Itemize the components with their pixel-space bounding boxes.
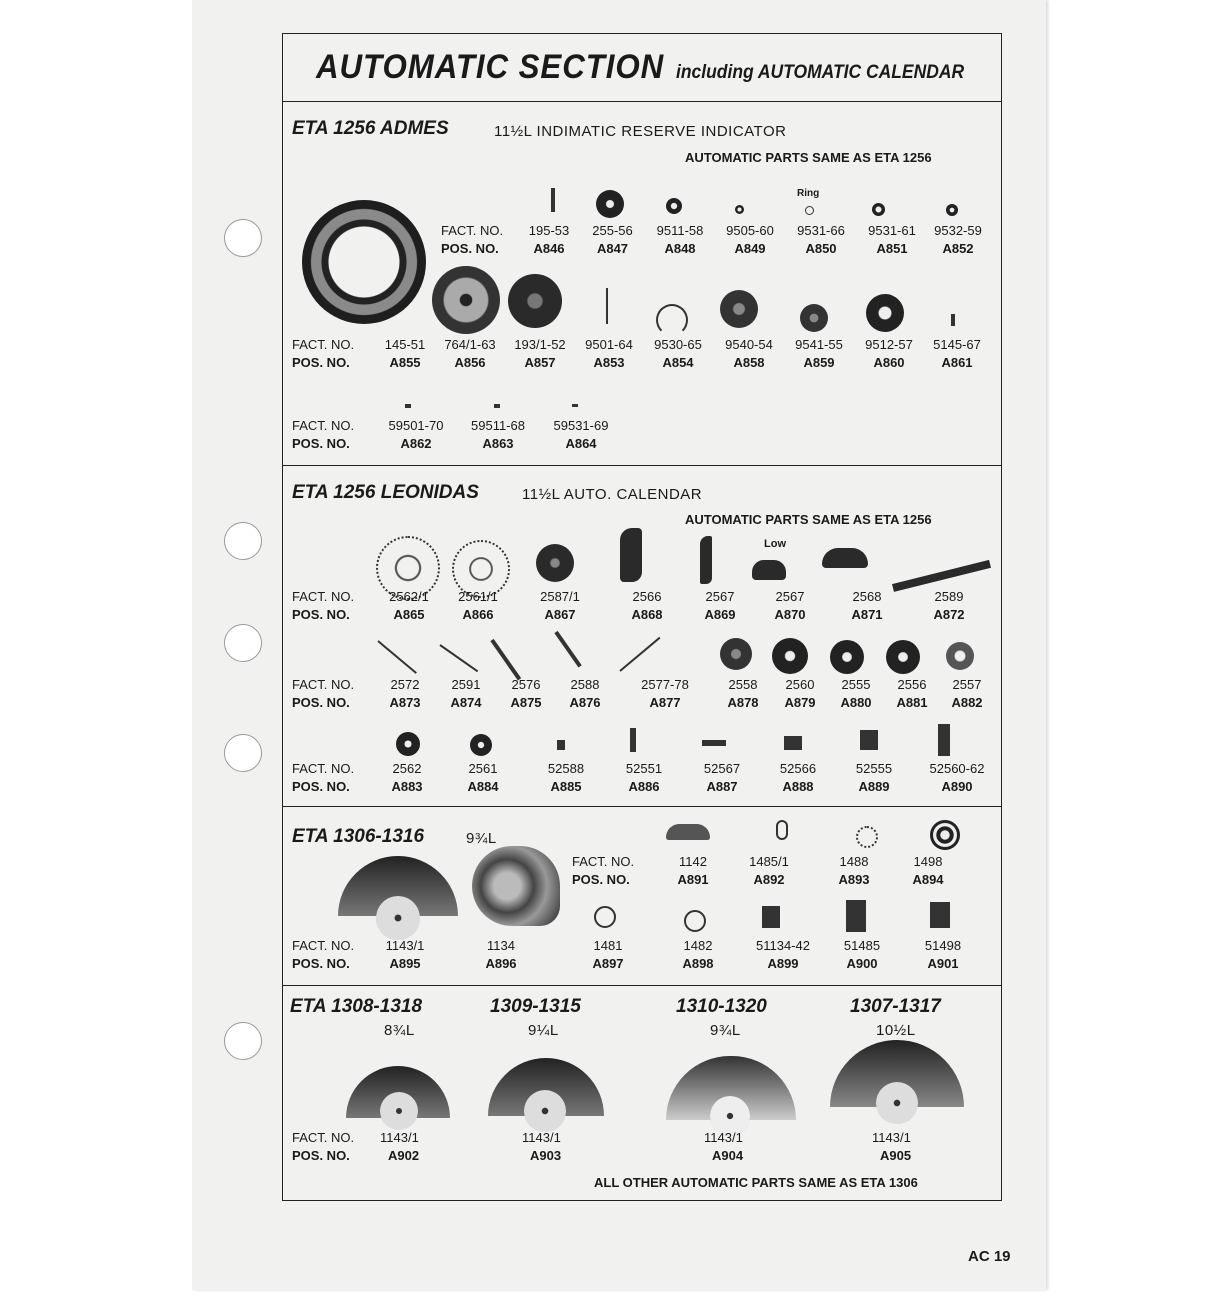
pos-number: A856 <box>454 355 486 370</box>
screw-part <box>762 906 780 928</box>
fact-label: FACT. NO. <box>292 337 355 352</box>
section-title-admes: ETA 1256 ADMES <box>292 118 449 139</box>
size-label: 9¼L <box>528 1022 559 1039</box>
pos-number: A858 <box>733 355 765 370</box>
pos-number: A864 <box>565 436 597 451</box>
pos-number: A880 <box>840 695 872 710</box>
reverser-wheel-part <box>684 910 706 932</box>
pos-number: A849 <box>734 241 766 256</box>
fact-number: 1485/1 <box>749 854 789 869</box>
fact-number: 1143/1 <box>872 1130 911 1145</box>
wheel-part <box>596 190 624 218</box>
pos-number: A874 <box>450 695 482 710</box>
fact-number: 59501-70 <box>388 418 444 433</box>
lever-part <box>752 560 786 580</box>
pos-number: A887 <box>706 779 738 794</box>
pinion-part <box>551 188 555 212</box>
fact-number: 2556 <box>897 677 927 692</box>
lever-part <box>666 824 710 840</box>
spring-part <box>776 820 788 840</box>
screw-part <box>930 902 950 928</box>
reserve-dial-part <box>432 266 500 334</box>
pos-number: A857 <box>524 355 556 370</box>
wheel-part <box>735 205 744 214</box>
fact-label: FACT. NO. <box>292 1130 355 1145</box>
pos-number: A871 <box>851 607 883 622</box>
fact-row <box>660 854 960 869</box>
fact-number: 59531-69 <box>553 418 609 433</box>
pos-number: A851 <box>876 241 908 256</box>
fact-number: 1482 <box>683 938 713 953</box>
fact-number: 9512-57 <box>865 337 913 352</box>
rotor-hub-part <box>380 1092 418 1130</box>
wheel-part <box>508 274 562 328</box>
section-note-admes: AUTOMATIC PARTS SAME AS ETA 1256 <box>685 150 932 165</box>
pos-number: A897 <box>592 956 624 971</box>
fact-number: 2561 <box>468 761 498 776</box>
reserve-ring-part <box>302 200 426 324</box>
pos-number: A885 <box>550 779 582 794</box>
fact-number: 52555 <box>855 761 893 776</box>
fact-number: 52551 <box>625 761 663 776</box>
pos-label: POS. NO. <box>292 607 350 622</box>
fact-number: 2591 <box>451 677 481 692</box>
fact-number: 2567 <box>775 589 805 604</box>
fact-number: 1134 <box>487 938 515 953</box>
pos-number: A872 <box>933 607 965 622</box>
screw-part <box>702 740 726 746</box>
pos-row <box>376 436 622 451</box>
fact-row <box>376 761 1002 776</box>
pos-number: A896 <box>485 956 517 971</box>
fact-number: 9511-58 <box>656 223 704 238</box>
ring-label: Ring <box>797 188 820 199</box>
fact-number: 764/1-63 <box>444 337 496 352</box>
pos-row <box>660 872 960 887</box>
pos-number: A848 <box>664 241 696 256</box>
fact-label: FACT. NO. <box>572 854 635 869</box>
gear-part <box>866 294 904 332</box>
rotor-hub-part <box>876 1082 918 1124</box>
wheel-part <box>930 820 960 850</box>
fact-number: 193/1-52 <box>514 337 566 352</box>
pos-number: A850 <box>805 241 837 256</box>
fact-number: 2560 <box>785 677 815 692</box>
gear-part <box>800 304 828 332</box>
gear-part <box>720 290 758 328</box>
gear-part <box>946 642 974 670</box>
fact-row <box>374 337 990 352</box>
lever-part <box>700 536 712 584</box>
wheel-part <box>666 198 682 214</box>
pos-number: A870 <box>774 607 806 622</box>
pos-label: POS. NO. <box>441 241 499 256</box>
binder-hole <box>224 1022 262 1060</box>
spring-ring-part <box>656 304 688 336</box>
pos-number: A853 <box>593 355 625 370</box>
pos-number: A855 <box>389 355 421 370</box>
fact-number: 9505-60 <box>726 223 774 238</box>
footer-note: ALL OTHER AUTOMATIC PARTS SAME AS ETA 1306 <box>594 1175 918 1190</box>
ring-part <box>805 206 814 215</box>
pos-row <box>518 241 989 256</box>
pos-number: A869 <box>704 607 736 622</box>
fact-number: 52560-62 <box>929 761 985 776</box>
screw-part <box>938 724 950 756</box>
fact-number: 145-51 <box>384 337 426 352</box>
size-label: 9¾L <box>710 1022 741 1039</box>
pos-number: A868 <box>631 607 663 622</box>
fact-row <box>374 938 982 953</box>
gear-part <box>830 640 864 674</box>
screw-part <box>846 900 866 932</box>
divider <box>282 985 1002 986</box>
pos-number: A903 <box>530 1148 562 1163</box>
fact-label: FACT. NO. <box>292 418 355 433</box>
fact-number: 52566 <box>779 761 817 776</box>
rotor-hub-part <box>524 1090 566 1132</box>
pos-label: POS. NO. <box>292 1148 350 1163</box>
wheel-part <box>536 544 574 582</box>
gear-part <box>886 640 920 674</box>
pos-number: A893 <box>838 872 870 887</box>
gear-part <box>720 638 752 670</box>
gear-part <box>772 638 808 674</box>
bridge-part <box>472 846 560 926</box>
fact-number: 2587/1 <box>540 589 580 604</box>
divider <box>282 465 1002 466</box>
section-title-1309: 1309-1315 <box>490 996 581 1017</box>
fact-number: 1142 <box>679 854 707 869</box>
pos-number: A894 <box>912 872 944 887</box>
pos-number: A879 <box>784 695 816 710</box>
fact-number: 51485 <box>843 938 881 953</box>
pos-row <box>376 607 992 622</box>
pos-number: A883 <box>391 779 423 794</box>
fact-number: 51134-42 <box>756 938 810 953</box>
pos-number: A890 <box>941 779 973 794</box>
binder-hole <box>224 522 262 560</box>
page-subtitle: including AUTOMATIC CALENDAR <box>676 62 965 83</box>
lever-part <box>620 528 642 582</box>
section-size-1306: 9¾L <box>466 830 497 847</box>
pos-number: A878 <box>727 695 759 710</box>
divider <box>282 806 1002 807</box>
pos-row <box>374 956 982 971</box>
screw-part <box>630 728 636 752</box>
section-desc-admes: 11½L INDIMATIC RESERVE INDICATOR <box>494 123 787 140</box>
star-wheel-part <box>396 732 420 756</box>
fact-number: 2589 <box>934 589 964 604</box>
pos-row <box>374 355 990 370</box>
fact-row <box>376 589 992 604</box>
fact-number: 2558 <box>728 677 758 692</box>
fact-number: 1143/1 <box>385 938 425 953</box>
fact-number: 1498 <box>913 854 943 869</box>
pos-number: A889 <box>858 779 890 794</box>
pos-number: A847 <box>596 241 629 256</box>
pos-number: A900 <box>846 956 878 971</box>
fact-row <box>376 418 622 433</box>
screw-part <box>860 730 878 750</box>
reverser-wheel-part <box>594 906 616 928</box>
size-label: 8¾L <box>384 1022 415 1039</box>
section-title-leonidas: ETA 1256 LEONIDAS <box>292 482 479 503</box>
fact-label: FACT. NO. <box>292 761 355 776</box>
fact-number: 52588 <box>547 761 585 776</box>
pos-label: POS. NO. <box>292 436 350 451</box>
section-title-1308: ETA 1308-1318 <box>290 996 423 1017</box>
spring-part <box>606 288 608 324</box>
fact-number: 5145-67 <box>933 337 981 352</box>
fact-number: 2576 <box>511 677 541 692</box>
fact-number: 2561/1 <box>458 589 498 604</box>
wheel-part <box>856 826 878 848</box>
fact-number: 2568 <box>852 589 882 604</box>
pos-number: A873 <box>389 695 421 710</box>
pos-number: A905 <box>880 1148 912 1163</box>
screw-part <box>784 736 802 750</box>
fact-label: FACT. NO. <box>292 677 355 692</box>
pos-row <box>376 779 1002 794</box>
pos-number: A863 <box>482 436 514 451</box>
section-title-1306: ETA 1306-1316 <box>292 826 425 847</box>
binder-hole <box>224 624 262 662</box>
section-desc-leonidas: 11½L AUTO. CALENDAR <box>522 486 703 503</box>
pos-number: A875 <box>510 695 542 710</box>
page-title: AUTOMATIC SECTION <box>316 48 665 86</box>
fact-number: 1481 <box>593 938 623 953</box>
pos-number: A862 <box>400 436 432 451</box>
pos-number: A904 <box>712 1148 744 1163</box>
fact-number: 2557 <box>952 677 982 692</box>
fact-number: 1143/1 <box>522 1130 561 1145</box>
screw-part <box>405 404 411 408</box>
fact-number: 9532-59 <box>934 223 982 238</box>
fact-number: 2562/1 <box>389 589 429 604</box>
fact-number: 1488 <box>839 854 869 869</box>
pos-number: A881 <box>896 695 928 710</box>
low-label: Low <box>764 538 786 550</box>
screw-part <box>557 740 565 750</box>
pos-number: A899 <box>767 956 799 971</box>
fact-number: 51498 <box>924 938 962 953</box>
binder-hole <box>224 734 262 772</box>
fact-label: FACT. NO. <box>441 223 504 238</box>
size-label: 10½L <box>876 1022 916 1039</box>
star-wheel-part <box>470 734 492 756</box>
fact-label: FACT. NO. <box>292 938 355 953</box>
fact-row <box>518 223 989 238</box>
pos-number: A861 <box>941 355 973 370</box>
pos-label: POS. NO. <box>292 956 350 971</box>
fact-number: 2577-78 <box>641 677 689 692</box>
pos-number: A882 <box>951 695 983 710</box>
screw-part <box>572 404 578 407</box>
fact-label: FACT. NO. <box>292 589 355 604</box>
wheel-part <box>946 204 958 216</box>
fact-row <box>376 677 994 692</box>
fact-number: 2588 <box>570 677 600 692</box>
pos-number: A859 <box>803 355 835 370</box>
pos-number: A891 <box>677 872 709 887</box>
section-title-1310: 1310-1320 <box>676 996 767 1017</box>
pos-number: A901 <box>927 956 959 971</box>
pos-number: A902 <box>388 1148 420 1163</box>
pos-number: A892 <box>753 872 785 887</box>
fact-number: 195-53 <box>528 223 570 238</box>
rotor-hub-part <box>376 896 420 940</box>
screw-part <box>494 404 500 408</box>
section-title-1307: 1307-1317 <box>850 996 941 1017</box>
pos-label: POS. NO. <box>572 872 630 887</box>
fact-number: 59511-68 <box>471 418 525 433</box>
divider <box>282 101 1002 102</box>
pos-number: A867 <box>544 607 576 622</box>
pos-number: A852 <box>942 241 974 256</box>
screw-part <box>951 314 955 326</box>
page-number: AC 19 <box>968 1248 1011 1265</box>
pos-label: POS. NO. <box>292 695 350 710</box>
pos-number: A877 <box>649 695 681 710</box>
pos-number: A860 <box>873 355 905 370</box>
wheel-part <box>872 203 885 216</box>
fact-number: 9530-65 <box>654 337 702 352</box>
pos-number: A895 <box>389 956 421 971</box>
fact-number: 2566 <box>632 589 662 604</box>
pos-number: A846 <box>533 241 565 256</box>
fact-number: 9531-61 <box>868 223 916 238</box>
fact-number: 9541-55 <box>795 337 843 352</box>
pos-label: POS. NO. <box>292 779 350 794</box>
fact-number: 52567 <box>703 761 741 776</box>
pos-number: A866 <box>462 607 494 622</box>
fact-number: 2567 <box>705 589 735 604</box>
pos-number: A884 <box>467 779 499 794</box>
fact-number: 1143/1 <box>380 1130 419 1145</box>
pos-row <box>376 695 994 710</box>
binder-hole <box>224 219 262 257</box>
lever-part <box>822 548 868 568</box>
fact-number: 2572 <box>390 677 420 692</box>
pos-number: A898 <box>682 956 714 971</box>
fact-number: 1143/1 <box>704 1130 743 1145</box>
pos-number: A876 <box>569 695 601 710</box>
fact-number: 9531-66 <box>797 223 845 238</box>
fact-number: 9540-54 <box>725 337 773 352</box>
pos-number: A865 <box>393 607 425 622</box>
pos-number: A854 <box>662 355 694 370</box>
pos-number: A886 <box>628 779 660 794</box>
section-note-leonidas: AUTOMATIC PARTS SAME AS ETA 1256 <box>685 512 932 527</box>
fact-number: 255-56 <box>592 223 633 238</box>
pos-number: A888 <box>782 779 814 794</box>
pos-label: POS. NO. <box>292 355 350 370</box>
fact-number: 2555 <box>841 677 871 692</box>
fact-number: 2562 <box>392 761 422 776</box>
fact-number: 9501-64 <box>585 337 633 352</box>
